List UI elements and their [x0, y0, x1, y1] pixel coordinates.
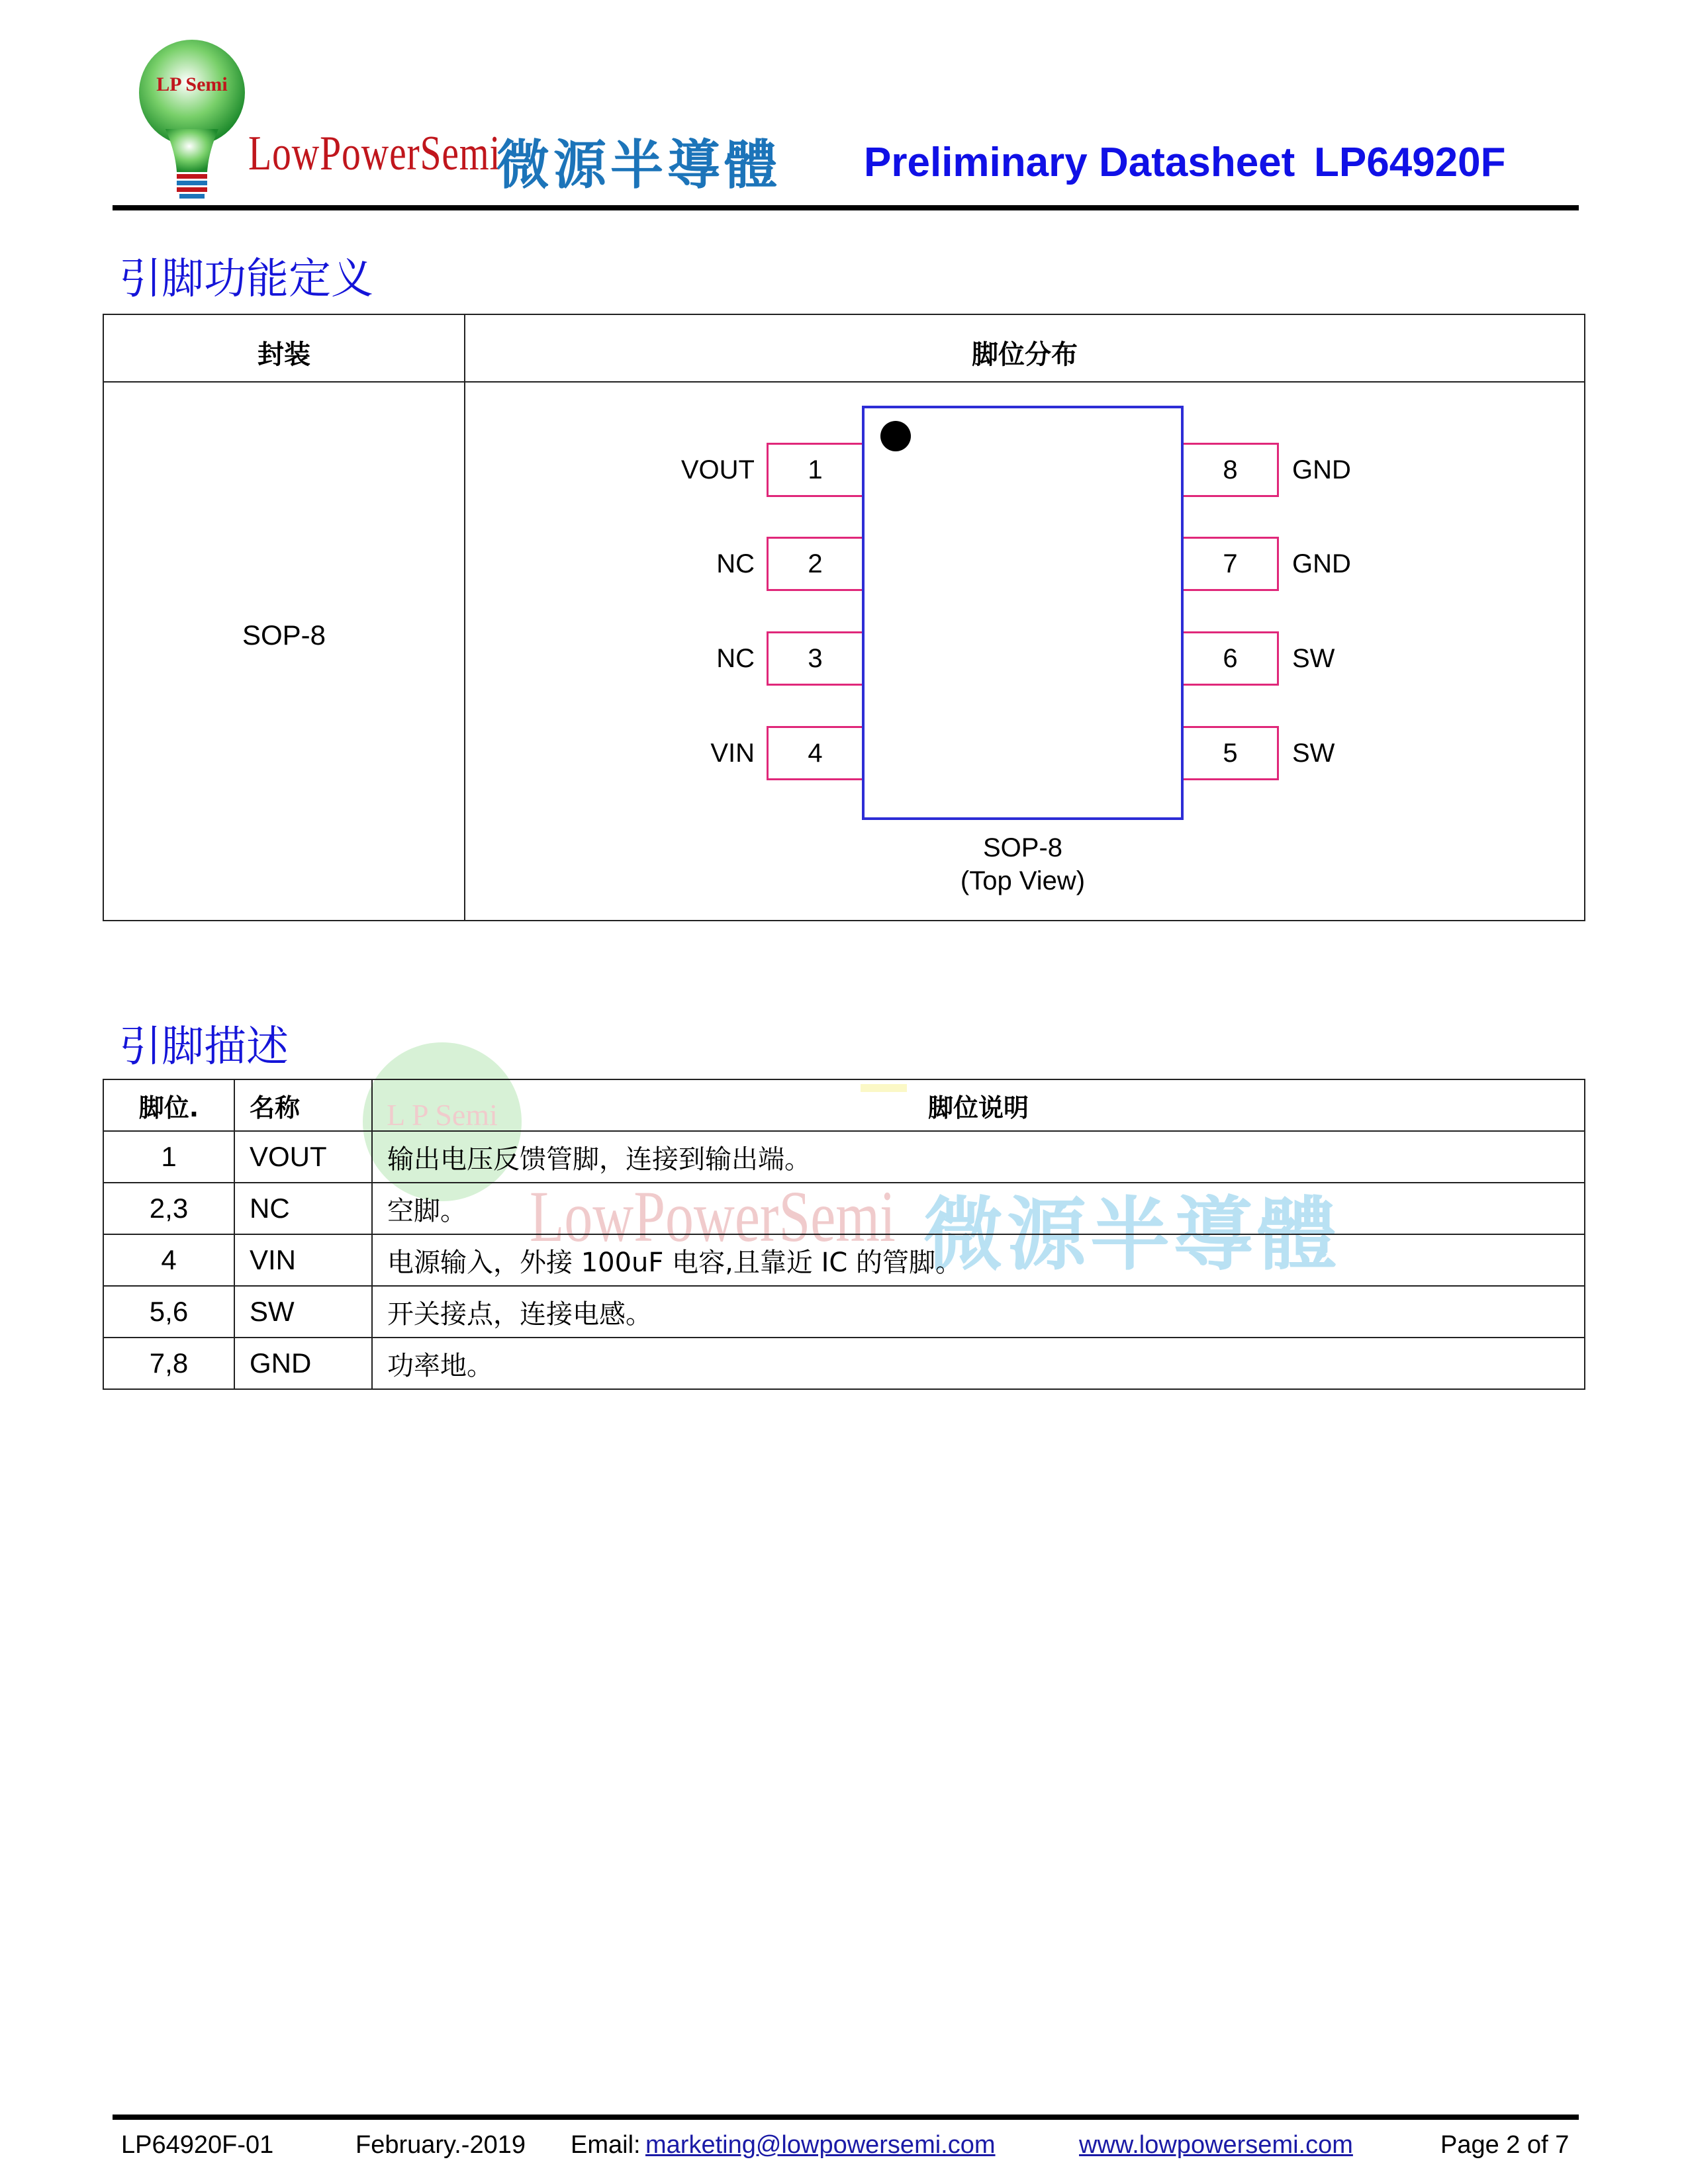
package-caption — [862, 831, 1184, 897]
pin-description: 输出电压反馈管脚，连接到输出端。 — [372, 1131, 1585, 1183]
part-number: LP64920F — [1314, 140, 1506, 185]
pin-number: 7,8 — [103, 1338, 234, 1389]
pin1-marker-icon — [880, 421, 911, 451]
header-name: 名称 — [234, 1079, 372, 1131]
pin-name: VIN — [234, 1234, 372, 1286]
header-description: 脚位说明 — [372, 1079, 1585, 1131]
footer-divider — [113, 2115, 1579, 2120]
pin-box-8: 8 — [1184, 443, 1279, 497]
pin-name: VOUT — [234, 1131, 372, 1183]
table-divider — [104, 381, 1584, 383]
table-row — [103, 1338, 1585, 1389]
pin-description: 功率地。 — [372, 1338, 1585, 1389]
pin-box-6: 6 — [1184, 631, 1279, 686]
footer-page-number: Page 2 of 7 — [1440, 2131, 1570, 2159]
header-package: 封装 — [258, 340, 310, 370]
watermark-brand-latin: LowPowerSemi — [530, 1176, 896, 1257]
pinout-table — [103, 314, 1585, 921]
package-name: SOP-8 — [242, 619, 326, 651]
pin-name: NC — [234, 1183, 372, 1234]
pin-label-1: VOUT — [680, 455, 755, 484]
brand-name-latin: LowPowerSemi — [248, 126, 501, 181]
pin-box-1: 1 — [767, 443, 862, 497]
pin-box-7: 7 — [1184, 537, 1279, 591]
watermark-brand-cjk: 微源半導體 — [923, 1189, 1340, 1281]
caption-package: SOP-8 — [982, 833, 1063, 862]
pin-label-6: SW — [1292, 644, 1335, 673]
section-title-pin-description: 引脚描述 — [119, 1023, 289, 1071]
pin-name: GND — [234, 1338, 372, 1389]
pin-label-7: GND — [1292, 549, 1351, 578]
footer-document-id: LP64920F-01 — [121, 2131, 274, 2159]
pin-name: SW — [234, 1286, 372, 1338]
pin-box-4: 4 — [767, 726, 862, 780]
pin-number: 5,6 — [103, 1286, 234, 1338]
table-header-row — [103, 1079, 1585, 1131]
pin-number: 1 — [103, 1131, 234, 1183]
table-row — [103, 1286, 1585, 1338]
lowpowersemi-logo-icon — [129, 36, 255, 202]
footer-website-link[interactable]: www.lowpowersemi.com — [1079, 2131, 1353, 2159]
header-divider — [113, 205, 1579, 210]
brand-name-cjk: 微源半導體 — [496, 134, 781, 196]
table-row — [103, 1131, 1585, 1183]
pin-description: 电源输入，外接 100uF 电容,且靠近 IC 的管脚。 — [372, 1234, 1585, 1286]
caption-view: (Top View) — [960, 866, 1086, 895]
pin-box-5: 5 — [1184, 726, 1279, 780]
section-title-pin-function: 引脚功能定义 — [119, 255, 373, 304]
table-divider — [464, 315, 465, 920]
pin-label-2: NC — [716, 549, 755, 578]
pin-box-3: 3 — [767, 631, 862, 686]
table-row — [103, 1234, 1585, 1286]
footer-date: February.-2019 — [355, 2131, 526, 2159]
header-pin-map: 脚位分布 — [972, 340, 1078, 370]
pin-number: 2,3 — [103, 1183, 234, 1234]
pin-description-table — [103, 1079, 1585, 1390]
document-kind: Preliminary Datasheet — [864, 140, 1295, 185]
pin-label-8: GND — [1292, 455, 1351, 484]
footer-email-label: Email: — [571, 2131, 641, 2159]
header-pin: 脚位. — [103, 1079, 234, 1131]
pin-label-4: VIN — [710, 739, 755, 768]
pin-box-2: 2 — [767, 537, 862, 591]
pin-description: 空脚。 — [372, 1183, 1585, 1234]
watermark-badge-text: L P Semi — [387, 1098, 498, 1132]
pin-label-3: NC — [716, 644, 755, 673]
pin-description: 开关接点，连接电感。 — [372, 1286, 1585, 1338]
ic-body — [862, 406, 1184, 820]
logo-badge-text: LP Semi — [156, 73, 228, 95]
pin-label-5: SW — [1292, 739, 1335, 768]
footer-email-link[interactable]: marketing@lowpowersemi.com — [645, 2131, 996, 2159]
table-row — [103, 1183, 1585, 1234]
pin-number: 4 — [103, 1234, 234, 1286]
